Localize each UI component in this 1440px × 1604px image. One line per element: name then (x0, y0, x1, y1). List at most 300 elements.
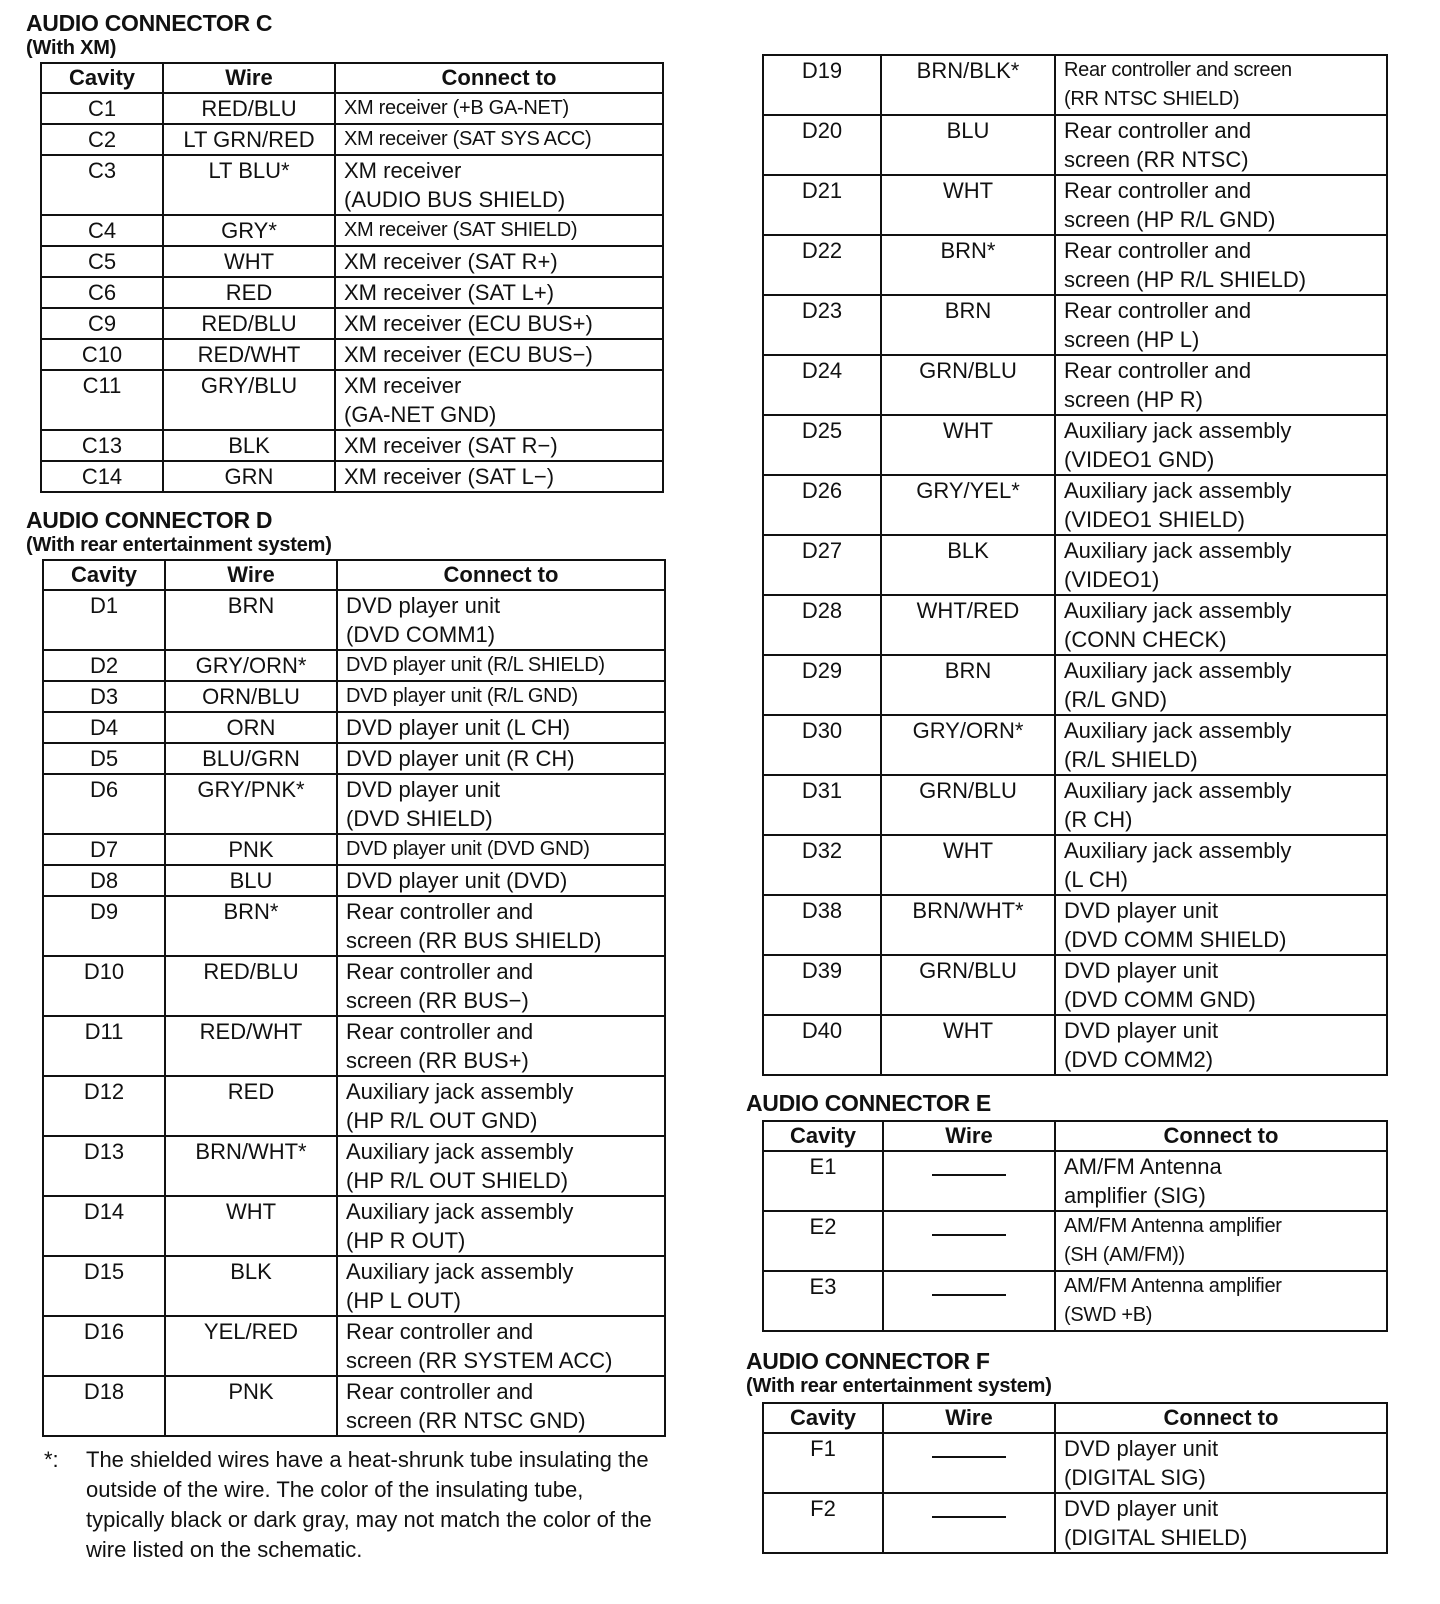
connect-to-line: screen (RR SYSTEM ACC) (346, 1348, 613, 1373)
footnote (44, 1445, 676, 1565)
no-wire-dash (932, 1294, 1006, 1296)
connect-to-line: (SWD +B) (1064, 1304, 1153, 1326)
connector-d-subtitle: (With rear entertainment system) (26, 534, 332, 556)
wire-cell (165, 865, 337, 896)
cavity-cell: D3 (43, 681, 165, 712)
connect-to-line: XM receiver (344, 158, 462, 183)
connect-to-line: DVD player unit (R/L SHIELD) (346, 654, 605, 676)
table-row (43, 1136, 665, 1196)
connect-to-line: amplifier (SIG) (1064, 1183, 1206, 1208)
connector-f-heading (746, 1348, 1410, 1398)
connect-to-line: screen (RR BUS+) (346, 1048, 529, 1073)
wire-color: LT BLU* (208, 158, 290, 183)
wire-cell (881, 535, 1055, 595)
header-wire: Wire (883, 1121, 1055, 1151)
wire-cell (881, 295, 1055, 355)
wire-cell (165, 834, 337, 865)
cavity-cell: C5 (41, 246, 163, 277)
connect-to-line: Rear controller and screen (1064, 59, 1292, 81)
connect-to-cell (1055, 415, 1387, 475)
connect-to-cell (1055, 595, 1387, 655)
wire-cell (165, 774, 337, 834)
table-row (41, 339, 663, 370)
connect-to-line: Rear controller and (346, 899, 534, 924)
header-connect-to: Connect to (1055, 1121, 1387, 1151)
connect-to-line: Rear controller and (346, 1019, 534, 1044)
table-row (43, 1196, 665, 1256)
cavity-cell: D2 (43, 650, 165, 681)
no-wire-dash (932, 1174, 1006, 1176)
table-row (41, 155, 663, 215)
wire-color: BLK (230, 1259, 272, 1284)
table-row (43, 712, 665, 743)
wire-cell (881, 1015, 1055, 1075)
connect-to-line: (DIGITAL SHIELD) (1064, 1525, 1248, 1550)
cavity-cell: D32 (763, 835, 881, 895)
table-row (43, 650, 665, 681)
wire-cell (165, 1016, 337, 1076)
connect-to-cell (335, 277, 663, 308)
connect-to-cell (1055, 55, 1387, 115)
wire-color: WHT (225, 1199, 277, 1224)
connect-to-line: XM receiver (SAT L−) (344, 464, 555, 489)
cavity-cell: C14 (41, 461, 163, 492)
connect-to-cell (1055, 895, 1387, 955)
connect-to-line: Auxiliary jack assembly (1064, 598, 1292, 623)
connect-to-cell (337, 1196, 665, 1256)
cavity-cell: D8 (43, 865, 165, 896)
table-row (763, 115, 1387, 175)
wire-color: BRN/WHT* (195, 1139, 307, 1164)
table-row (763, 715, 1387, 775)
table-row (763, 775, 1387, 835)
wire-color: BLK (947, 538, 989, 563)
connect-to-cell (1055, 295, 1387, 355)
connect-to-line: (DIGITAL SIG) (1064, 1465, 1206, 1490)
wire-color: BRN (944, 658, 992, 683)
wire-cell (883, 1433, 1055, 1493)
connect-to-cell (335, 461, 663, 492)
wire-cell (165, 956, 337, 1016)
connector-d-table-continued (762, 54, 1388, 1076)
connect-to-line: XM receiver (ECU BUS−) (344, 342, 593, 367)
cavity-cell: D40 (763, 1015, 881, 1075)
connect-to-line: (L CH) (1064, 867, 1128, 892)
wire-cell (163, 430, 335, 461)
wire-color: GRN/BLU (919, 358, 1017, 383)
wire-color: WHT (942, 178, 994, 203)
connector-c-subtitle: (With XM) (26, 37, 117, 59)
connect-to-line: screen (HP L) (1064, 327, 1200, 352)
connect-to-line: Rear controller and (1064, 238, 1252, 263)
connect-to-cell (335, 339, 663, 370)
table-row (43, 1376, 665, 1436)
connect-to-cell (337, 650, 665, 681)
cavity-cell: D39 (763, 955, 881, 1015)
cavity-cell: E3 (763, 1271, 883, 1331)
connect-to-cell (337, 774, 665, 834)
table-row (41, 124, 663, 155)
wire-color: RED/BLU (203, 959, 299, 984)
wire-color: RED (225, 280, 273, 305)
connect-to-line: XM receiver (ECU BUS+) (344, 311, 593, 336)
cavity-cell: D14 (43, 1196, 165, 1256)
header-row (41, 63, 663, 93)
wire-color: BRN* (940, 238, 996, 263)
connect-to-line: (VIDEO1 GND) (1064, 447, 1215, 472)
connector-f-title: AUDIO CONNECTOR F (746, 1348, 990, 1374)
connect-to-line: screen (RR NTSC) (1064, 147, 1249, 172)
wire-cell (165, 1256, 337, 1316)
connect-to-line: (R/L GND) (1064, 687, 1168, 712)
connect-to-line: (SH (AM/FM)) (1064, 1244, 1185, 1266)
table-row (43, 743, 665, 774)
cavity-cell: D28 (763, 595, 881, 655)
table-row (763, 235, 1387, 295)
connect-to-line: (DVD COMM GND) (1064, 987, 1256, 1012)
header-cavity: Cavity (43, 560, 165, 590)
connect-to-line: Rear controller and (346, 1379, 534, 1404)
connect-to-line: DVD player unit (1064, 1496, 1219, 1521)
connect-to-line: Auxiliary jack assembly (346, 1199, 574, 1224)
connect-to-line: Auxiliary jack assembly (346, 1079, 574, 1104)
connect-to-line: Rear controller and (1064, 358, 1252, 383)
header-wire: Wire (163, 63, 335, 93)
table-row (763, 655, 1387, 715)
cavity-cell: D29 (763, 655, 881, 715)
connect-to-line: DVD player unit (1064, 1018, 1219, 1043)
wire-color: RED (227, 1079, 275, 1104)
connect-to-cell (1055, 1211, 1387, 1271)
connect-to-line: Rear controller and (346, 959, 534, 984)
wire-cell (883, 1211, 1055, 1271)
connect-to-line: Auxiliary jack assembly (1064, 478, 1292, 503)
wire-color: GRY/ORN* (912, 718, 1024, 743)
connect-to-line: XM receiver (SAT R+) (344, 249, 558, 274)
table-row (41, 370, 663, 430)
cavity-cell: D27 (763, 535, 881, 595)
table-row (41, 308, 663, 339)
cavity-cell: D9 (43, 896, 165, 956)
cavity-cell: C11 (41, 370, 163, 430)
wire-color: BLU (229, 868, 273, 893)
cavity-cell: C9 (41, 308, 163, 339)
connect-to-line: DVD player unit (R CH) (346, 746, 575, 771)
wire-cell (163, 308, 335, 339)
wire-color: BLU (946, 118, 990, 143)
cavity-cell: F1 (763, 1433, 883, 1493)
connect-to-line: screen (HP R) (1064, 387, 1203, 412)
connect-to-cell (337, 1016, 665, 1076)
wire-color: WHT (942, 838, 994, 863)
connector-f-table (762, 1402, 1388, 1554)
cavity-cell: D24 (763, 355, 881, 415)
connect-to-line: (DVD COMM SHIELD) (1064, 927, 1287, 952)
wire-cell (163, 370, 335, 430)
wire-cell (881, 355, 1055, 415)
cavity-cell: D10 (43, 956, 165, 1016)
connect-to-cell (1055, 835, 1387, 895)
connect-to-cell (335, 93, 663, 124)
connect-to-line: (VIDEO1 SHIELD) (1064, 507, 1245, 532)
no-wire-dash (932, 1456, 1006, 1458)
connect-to-cell (1055, 535, 1387, 595)
connect-to-cell (337, 743, 665, 774)
cavity-cell: D21 (763, 175, 881, 235)
wire-color: GRN (224, 464, 274, 489)
table-row (763, 175, 1387, 235)
table-row (763, 355, 1387, 415)
connect-to-line: XM receiver (SAT R−) (344, 433, 558, 458)
connect-to-cell (337, 1316, 665, 1376)
wire-cell (163, 124, 335, 155)
wire-color: RED/WHT (199, 1019, 303, 1044)
connect-to-line: Rear controller and (1064, 298, 1252, 323)
connect-to-line: AM/FM Antenna amplifier (1064, 1215, 1282, 1237)
connect-to-line: (DVD COMM2) (1064, 1047, 1214, 1072)
table-row (763, 415, 1387, 475)
cavity-cell: D7 (43, 834, 165, 865)
wire-color: BRN/WHT* (912, 898, 1024, 923)
connector-d-table (42, 559, 666, 1437)
connect-to-cell (337, 834, 665, 865)
cavity-cell: E1 (763, 1151, 883, 1211)
wire-color: WHT/RED (916, 598, 1020, 623)
wire-color: BRN* (223, 899, 279, 924)
connect-to-cell (1055, 115, 1387, 175)
connect-to-line: (DVD SHIELD) (346, 806, 493, 831)
table-row (43, 1256, 665, 1316)
wire-color: ORN/BLU (202, 684, 300, 709)
connect-to-line: (RR NTSC SHIELD) (1064, 88, 1240, 110)
connect-to-line: Auxiliary jack assembly (1064, 838, 1292, 863)
cavity-cell: D16 (43, 1316, 165, 1376)
connect-to-cell (337, 865, 665, 896)
connect-to-line: XM receiver (SAT SYS ACC) (344, 128, 592, 150)
wire-color: BRN (944, 298, 992, 323)
wire-cell (163, 246, 335, 277)
table-row (41, 430, 663, 461)
wire-cell (165, 650, 337, 681)
wire-cell (881, 415, 1055, 475)
connect-to-cell (1055, 1015, 1387, 1075)
connector-e-table (762, 1120, 1388, 1332)
cavity-cell: D26 (763, 475, 881, 535)
connect-to-line: DVD player unit (R/L GND) (346, 685, 578, 707)
connect-to-line: (CONN CHECK) (1064, 627, 1227, 652)
wire-color: WHT (223, 249, 275, 274)
connector-e-heading (746, 1090, 1410, 1116)
wire-cell (165, 681, 337, 712)
cavity-cell: D1 (43, 590, 165, 650)
table-row (43, 834, 665, 865)
connect-to-line: (HP L OUT) (346, 1288, 461, 1313)
connect-to-cell (337, 712, 665, 743)
wire-color: GRY/ORN* (195, 653, 307, 678)
connect-to-line: DVD player unit (1064, 958, 1219, 983)
cavity-cell: D20 (763, 115, 881, 175)
wire-color: WHT (942, 418, 994, 443)
connect-to-line: Auxiliary jack assembly (346, 1139, 574, 1164)
wire-cell (881, 595, 1055, 655)
connect-to-line: (HP R/L OUT SHIELD) (346, 1168, 569, 1193)
wire-cell (165, 1376, 337, 1436)
cavity-cell: C2 (41, 124, 163, 155)
right-column (746, 54, 1410, 1554)
connector-c-title: AUDIO CONNECTOR C (26, 10, 273, 36)
cavity-cell: C3 (41, 155, 163, 215)
table-row (763, 1015, 1387, 1075)
connect-to-line: Auxiliary jack assembly (1064, 718, 1292, 743)
connect-to-line: screen (RR BUS SHIELD) (346, 928, 602, 953)
wire-cell (881, 235, 1055, 295)
connect-to-cell (1055, 175, 1387, 235)
table-row (763, 595, 1387, 655)
connect-to-cell (337, 956, 665, 1016)
cavity-cell: D6 (43, 774, 165, 834)
wire-cell (163, 277, 335, 308)
cavity-cell: D22 (763, 235, 881, 295)
connect-to-line: screen (HP R/L SHIELD) (1064, 267, 1307, 292)
connect-to-cell (1055, 1271, 1387, 1331)
connect-to-cell (337, 1136, 665, 1196)
wire-cell (883, 1271, 1055, 1331)
connect-to-cell (1055, 1433, 1387, 1493)
wire-color: GRN/BLU (919, 958, 1017, 983)
no-wire-dash (932, 1234, 1006, 1236)
wire-color: PNK (228, 1379, 274, 1404)
wire-cell (881, 775, 1055, 835)
wire-color: RED/WHT (197, 342, 301, 367)
connect-to-cell (337, 896, 665, 956)
connect-to-cell (337, 590, 665, 650)
cavity-cell: F2 (763, 1493, 883, 1553)
wire-cell (165, 743, 337, 774)
table-row (43, 774, 665, 834)
connect-to-line: Auxiliary jack assembly (1064, 418, 1292, 443)
connect-to-line: (AUDIO BUS SHIELD) (344, 187, 566, 212)
connect-to-cell (1055, 655, 1387, 715)
table-row (41, 246, 663, 277)
wire-color: WHT (942, 1018, 994, 1043)
table-row (43, 865, 665, 896)
wire-cell (165, 590, 337, 650)
connect-to-line: (HP R/L OUT GND) (346, 1108, 538, 1133)
wire-cell (165, 712, 337, 743)
header-row (763, 1121, 1387, 1151)
table-row (41, 461, 663, 492)
wire-cell (163, 461, 335, 492)
connect-to-line: DVD player unit (DVD) (346, 868, 568, 893)
connect-to-cell (1055, 235, 1387, 295)
table-row (763, 295, 1387, 355)
wire-cell (881, 715, 1055, 775)
table-row (763, 1433, 1387, 1493)
cavity-cell: D11 (43, 1016, 165, 1076)
cavity-cell: C10 (41, 339, 163, 370)
wire-cell (165, 1076, 337, 1136)
cavity-cell: C13 (41, 430, 163, 461)
connect-to-line: XM receiver (+B GA-NET) (344, 97, 569, 119)
table-row (43, 1076, 665, 1136)
connect-to-line: (R/L SHIELD) (1064, 747, 1198, 772)
wire-color: BRN (227, 593, 275, 618)
table-row (763, 835, 1387, 895)
connect-to-line: Auxiliary jack assembly (1064, 778, 1292, 803)
cavity-cell: D4 (43, 712, 165, 743)
wire-color: RED/BLU (201, 311, 297, 336)
wire-cell (883, 1493, 1055, 1553)
cavity-cell: D30 (763, 715, 881, 775)
connect-to-line: DVD player unit (346, 593, 501, 618)
connect-to-line: screen (HP R/L GND) (1064, 207, 1276, 232)
connect-to-cell (1055, 1151, 1387, 1211)
cavity-cell: D15 (43, 1256, 165, 1316)
wire-color: LT GRN/RED (183, 127, 315, 152)
connector-d-heading (26, 507, 676, 557)
connector-f-subtitle: (With rear entertainment system) (746, 1375, 1052, 1397)
connector-d-title: AUDIO CONNECTOR D (26, 507, 273, 533)
table-row (763, 895, 1387, 955)
cavity-cell: D19 (763, 55, 881, 115)
connect-to-line: (R CH) (1064, 807, 1133, 832)
wire-cell (163, 155, 335, 215)
left-column (26, 10, 676, 1565)
wire-cell (881, 655, 1055, 715)
wire-cell (163, 339, 335, 370)
connect-to-cell (335, 370, 663, 430)
wire-cell (881, 895, 1055, 955)
table-row (763, 1211, 1387, 1271)
footnote-text: The shielded wires have a heat-shrunk tube insulating the outside of the wire. The color of the insulating tube, typically black or dark gray, may not match the color of the wire listed on the schematic. (86, 1447, 652, 1562)
header-cavity: Cavity (763, 1121, 883, 1151)
connect-to-cell (335, 155, 663, 215)
connect-to-line: Auxiliary jack assembly (1064, 538, 1292, 563)
connect-to-cell (335, 124, 663, 155)
header-connect-to: Connect to (335, 63, 663, 93)
connect-to-line: Rear controller and (346, 1319, 534, 1344)
connect-to-line: DVD player unit (1064, 1436, 1219, 1461)
connect-to-line: XM receiver (SAT SHIELD) (344, 219, 578, 241)
connect-to-line: DVD player unit (346, 777, 501, 802)
connect-to-cell (335, 246, 663, 277)
wire-cell (883, 1151, 1055, 1211)
wire-color: GRY/PNK* (197, 777, 305, 802)
table-row (41, 277, 663, 308)
wire-cell (881, 835, 1055, 895)
connect-to-line: screen (RR BUS−) (346, 988, 529, 1013)
connect-to-line: DVD player unit (1064, 898, 1219, 923)
table-row (763, 955, 1387, 1015)
connect-to-line: AM/FM Antenna (1064, 1154, 1222, 1179)
header-wire: Wire (883, 1403, 1055, 1433)
cavity-cell: D23 (763, 295, 881, 355)
connect-to-line: Auxiliary jack assembly (346, 1259, 574, 1284)
table-row (763, 475, 1387, 535)
table-row (43, 681, 665, 712)
connect-to-cell (1055, 1493, 1387, 1553)
connect-to-line: Rear controller and (1064, 178, 1252, 203)
cavity-cell: E2 (763, 1211, 883, 1271)
connect-to-line: (VIDEO1) (1064, 567, 1160, 592)
wire-color: BLK (228, 433, 270, 458)
table-row (43, 956, 665, 1016)
connect-to-line: (GA-NET GND) (344, 402, 497, 427)
table-row (43, 1016, 665, 1076)
header-row (763, 1403, 1387, 1433)
connect-to-cell (337, 1376, 665, 1436)
wire-color: GRY/BLU (200, 373, 298, 398)
